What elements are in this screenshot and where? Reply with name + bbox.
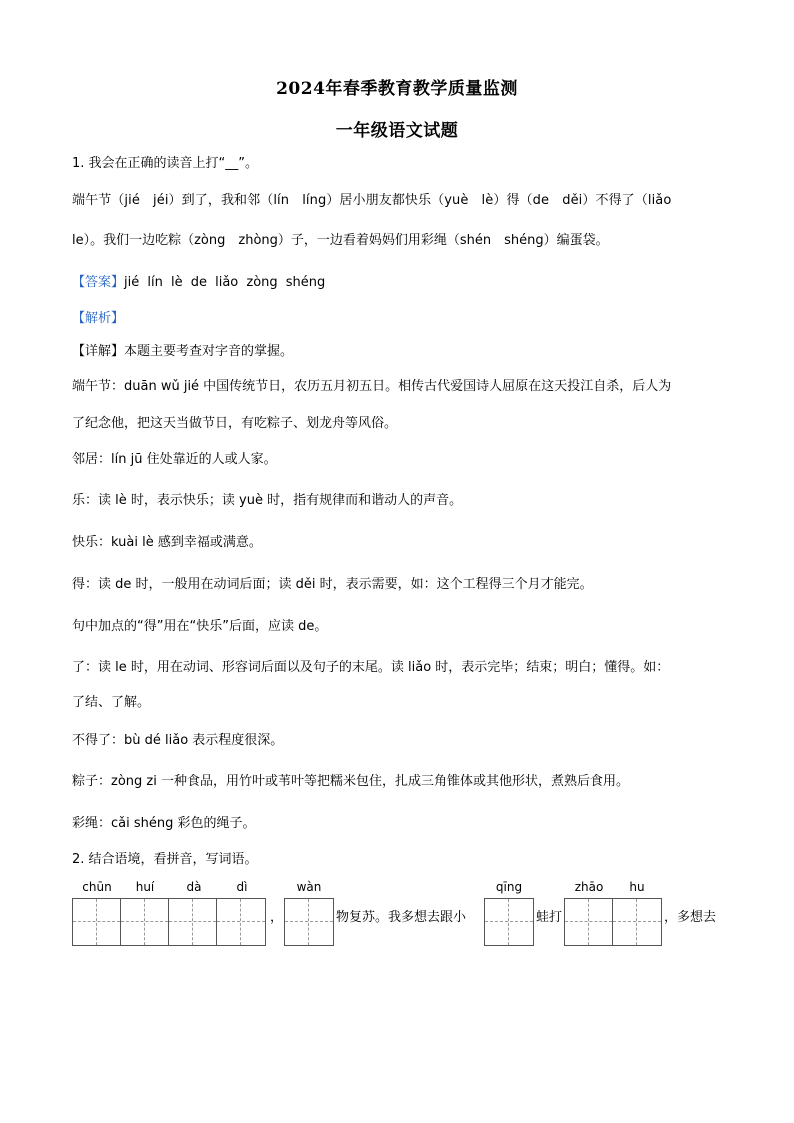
explanation-line: 端午节：duān wǔ jié 中国传统节日，农历五月初五日。相传古代爱国诗人屈原在这天投江自杀，后人为	[72, 379, 672, 394]
pinyin-label: dì	[236, 880, 248, 894]
question-1-text-line-2: le）。我们一边吃粽（zòng zhòng）子，一边看着妈妈们用彩绳（shén shéng）编蛋袋。	[72, 233, 609, 248]
writing-cell[interactable]	[285, 899, 333, 945]
exam-title: 2024年春季教育教学质量监测	[276, 79, 518, 99]
exam-subtitle: 一年级语文试题	[335, 121, 459, 141]
pinyin-label: zhāo	[574, 880, 604, 894]
explanation-line: 了结、了解。	[72, 695, 151, 710]
writing-grid-chun-hui-da-di[interactable]	[72, 898, 266, 946]
question-1-prompt: 1. 我会在正确的读音上打“__”。	[72, 156, 259, 171]
pinyin-label: dà	[186, 880, 202, 894]
explanation-line: 不得了：bù dé liǎo 表示程度很深。	[72, 733, 284, 748]
explanation-line: 句中加点的“得”用在“快乐”后面，应读 de。	[72, 619, 328, 634]
writing-cell[interactable]	[121, 899, 169, 945]
analysis-row	[72, 307, 732, 326]
writing-cell[interactable]	[613, 899, 661, 945]
writing-cell[interactable]	[169, 899, 217, 945]
explanation-line: 乐：读 lè 时，表示快乐；读 yuè 时，指有规律而和谐动人的声音。	[72, 493, 463, 508]
writing-cell[interactable]	[565, 899, 613, 945]
pinyin-label: hu	[629, 880, 645, 894]
writing-grid-qing[interactable]	[484, 898, 534, 946]
sentence-fragment: 蛙打	[536, 910, 563, 925]
explanation-line: 快乐：kuài lè 感到幸福或满意。	[72, 535, 262, 550]
pinyin-label: wàn	[296, 880, 322, 894]
writing-cell[interactable]	[217, 899, 265, 945]
answer-label: 【答案】	[72, 275, 125, 290]
sentence-fragment: ，多想去	[664, 910, 717, 925]
explanation-line: 彩绳：cǎi shéng 彩色的绳子。	[72, 816, 256, 831]
writing-cell[interactable]	[73, 899, 121, 945]
detail-text: 本题主要考查对字音的掌握。	[124, 344, 294, 359]
explanation-line: 了：读 le 时，用在动词、形容词后面以及句子的末尾。读 liǎo 时，表示完毕；结束；明白；懂得。如：	[72, 660, 670, 675]
writing-cell[interactable]	[485, 899, 533, 945]
pinyin-label: huí	[135, 880, 155, 894]
sentence-fragment: 物复苏。我多想去跟小	[336, 910, 467, 925]
pinyin-label: chūn	[82, 880, 112, 894]
answer-row	[72, 271, 732, 290]
detail-label: 【详解】	[72, 344, 125, 359]
question-1-text-line-1: 端午节（jié jéi）到了，我和邻（lín líng）居小朋友都快乐（yuè lè）得（de děi）不得了（liǎo	[72, 193, 672, 208]
explanation-line: 邻居：lín jū 住处靠近的人或人家。	[72, 452, 277, 467]
explanation-line: 了纪念他，把这天当做节日，有吃粽子、划龙舟等风俗。	[72, 416, 398, 431]
detail-row	[72, 340, 732, 359]
comma-text: ，	[270, 910, 284, 925]
explanation-line: 得：读 de 时，一般用在动词后面；读 děi 时，表示需要，如：这个工程得三个月才能完。	[72, 577, 593, 592]
question-2-prompt: 2. 结合语境，看拼音，写词语。	[72, 852, 258, 867]
explanation-line: 粽子：zòng zi 一种食品，用竹叶或苇叶等把糯米包住，扎成三角锥体或其他形状，煮熟后食用。	[72, 774, 629, 789]
analysis-label: 【解析】	[72, 311, 125, 326]
pinyin-label: qīng	[495, 880, 523, 894]
answer-text: jié lín lè de liǎo zòng shéng	[124, 275, 326, 290]
writing-grid-zhao-hu[interactable]	[564, 898, 662, 946]
writing-grid-wan[interactable]	[284, 898, 334, 946]
